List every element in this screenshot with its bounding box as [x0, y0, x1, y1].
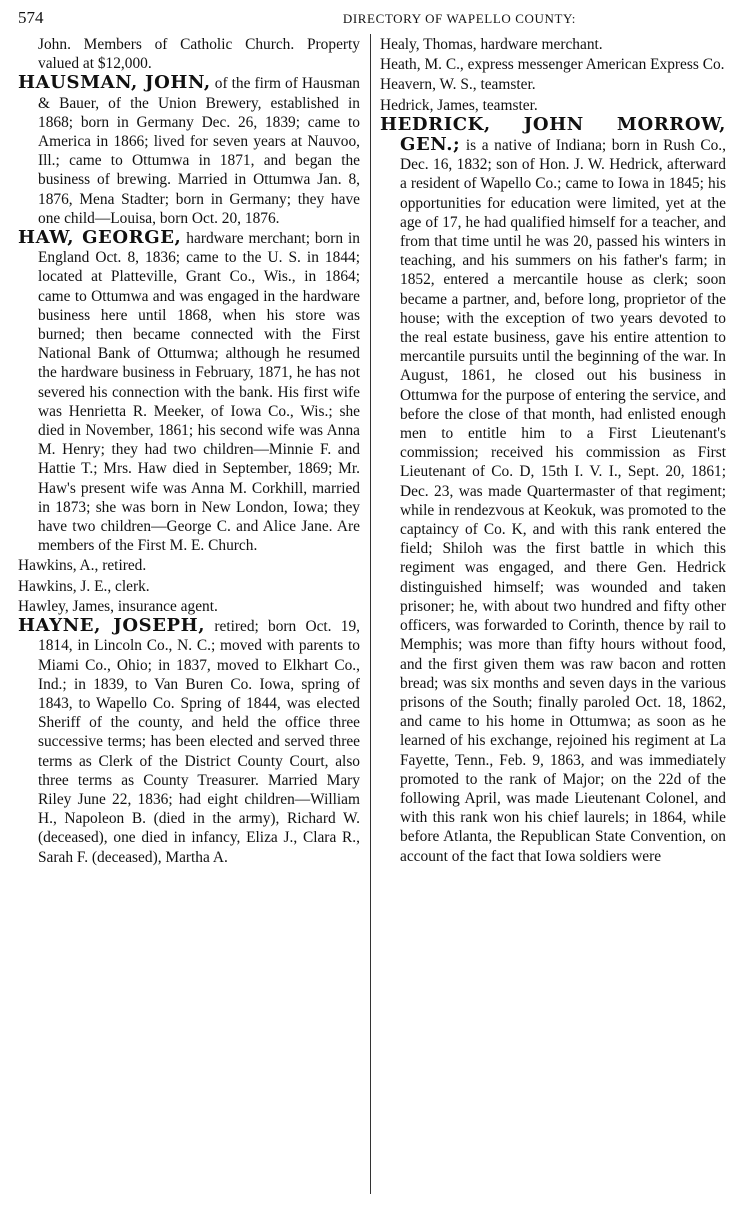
directory-entry	[380, 54, 726, 74]
directory-entry	[380, 115, 726, 866]
directory-entry	[380, 74, 726, 94]
page-number: 574	[18, 8, 44, 27]
entry-text: Hawkins, A., retired.	[18, 557, 147, 575]
directory-entry	[18, 616, 360, 867]
entry-text: is a native of Indiana; born in Rush Co., Dec. 16, 1832; son of Hon. J. W. Hedrick, afterward a resident of Wapello Co.; came to Iowa in 1845; his opportunities for education were limited, yet at the age of 17, he had qualified himself for a teacher, and from that time until he was 20, passed his winters in teaching, and his summers on his father's farm; in 1852, entered a mercantile house as clerk; soon became a partner, and, before long, proprietor of the house; with the exception of two years devoted to the real estate business, gave his entire attention to mercantile pursuits until the beginning of the war. In August, 1861, he closed out his business in Ottumwa for the purpose of entering the service, and before the close of that month, had enlisted enough men to entitle him to a First Lieutenant's commission; received his commission as First Lieutenant of Co. D, 15th I. V. I., Sept. 20, 1861; Dec. 23, was made Quartermaster of that regiment; while in rendezvous at Keokuk, was promoted to the captaincy of Co. K, and with this rank entered the field; Shiloh was the first battle in which this regiment was engaged, and there Gen. Hedrick distinguished himself; was wounded and taken prisoner; he, with about two hundred and fifty other officers, was forwarded to Corinth, thence by rail to Memphis; was more than fifty hours without food, and the first given them was raw bacon and rotten bread; was six months and seven days in the various prisons of the South; finally paroled Oct. 18, 1862, and came to his home in Ottumwa; as soon as he learned of his exchange, rejoined his regiment at La Fayette, Tenn., Feb. 9, 1863, and was immediately promoted to the rank of Major; on the 22d of the following April, was made Lieutenant Colonel, and with this rank won his chief laurels; in 1864, while before Atlanta, the Republican State Convention, on account of the fact that Iowa soldiers were	[400, 137, 726, 865]
directory-entry	[18, 73, 360, 228]
entry-text: Hawkins, J. E., clerk.	[18, 577, 150, 595]
columns	[18, 34, 726, 1194]
entry-text: Hedrick, James, teamster.	[380, 96, 538, 114]
running-title: DIRECTORY OF WAPELLO COUNTY:	[342, 11, 576, 26]
directory-entry: John. Members of Catholic Church. Property valued at $12,000.	[38, 36, 360, 73]
directory-entry	[380, 95, 726, 115]
entry-name: HAW, GEORGE,	[18, 227, 182, 249]
entry-text: Heath, M. C., express messenger American Express Co.	[380, 56, 725, 74]
directory-entry	[18, 576, 360, 596]
directory-entry	[18, 228, 360, 555]
running-head	[18, 8, 726, 34]
entry-text: of the firm of Hausman & Bauer, of the Union Brewery, established in 1868; born in Germany Dec. 26, 1839; came to America in 1866; lived for seven years at Nauvoo, Ill.; came to Ottumwa in 1871, and began the business of brewing. Married in Ottumwa Jan. 8, 1876, Mena Stadter; born in Germany; they have one child—Louisa, born Oct. 20, 1876.	[38, 75, 360, 227]
entry-text: Heavern, W. S., teamster.	[380, 76, 536, 94]
entry-text: retired; born Oct. 19, 1814, in Lincoln Co., N. C.; moved with parents to Miami Co., Ohio; in 1837, moved to Elkhart Co., Ind.; in 1839, to Van Buren Co. Iowa, spring of 1843, to Wapello Co. Spring of 1844, was elected Sheriff of the county, and held the office three successive terms; has been elected and served three terms as Clerk of the District County Court, also three terms as County Treasurer. Married Mary Riley June 22, 1836; had eight children—William H., Napoleon B. (died in the army), Richard W. (deceased), one died in infancy, Eliza J., Clara R., Sarah F. (deceased), Martha A.	[38, 618, 360, 866]
right-column	[370, 34, 726, 1194]
entry-text: Healy, Thomas, hardware merchant.	[380, 36, 603, 53]
directory-entry	[18, 555, 360, 575]
directory-entry	[380, 34, 726, 54]
left-column	[18, 34, 370, 1194]
entry-name: HAYNE, JOSEPH,	[18, 615, 206, 637]
directory-entry	[18, 596, 360, 616]
entry-text: Hawley, James, insurance agent.	[18, 597, 218, 615]
entry-text: hardware merchant; born in England Oct. 8, 1836; came to the U. S. in 1844; located at Platteville, Grant Co., Wis., in 1864; came to Ottumwa and was engaged in the hardware business here until 1868, when his store was burned; then became connected with the First National Bank of Ottumwa; although he resumed the hardware business in February, 1871, he has not severed his connection with the bank. His first wife was Henrietta R. Meeker, of Iowa Co., Wis.; she died in November, 1861; his second wife was Anna M. Henry; they had two children—Minnie F. and Hattie T.; Mrs. Haw died in September, 1869; Mr. Haw's present wife was Anna M. Corkhill, married in 1873; she was born in New London, Iowa; they have two children—George C. and Alice Jane. Are members of the First M. E. Church.	[38, 230, 360, 555]
entry-name: HEDRICK, JOHN MORROW, GEN.;	[380, 113, 726, 156]
entry-name: HAUSMAN, JOHN,	[18, 72, 211, 94]
